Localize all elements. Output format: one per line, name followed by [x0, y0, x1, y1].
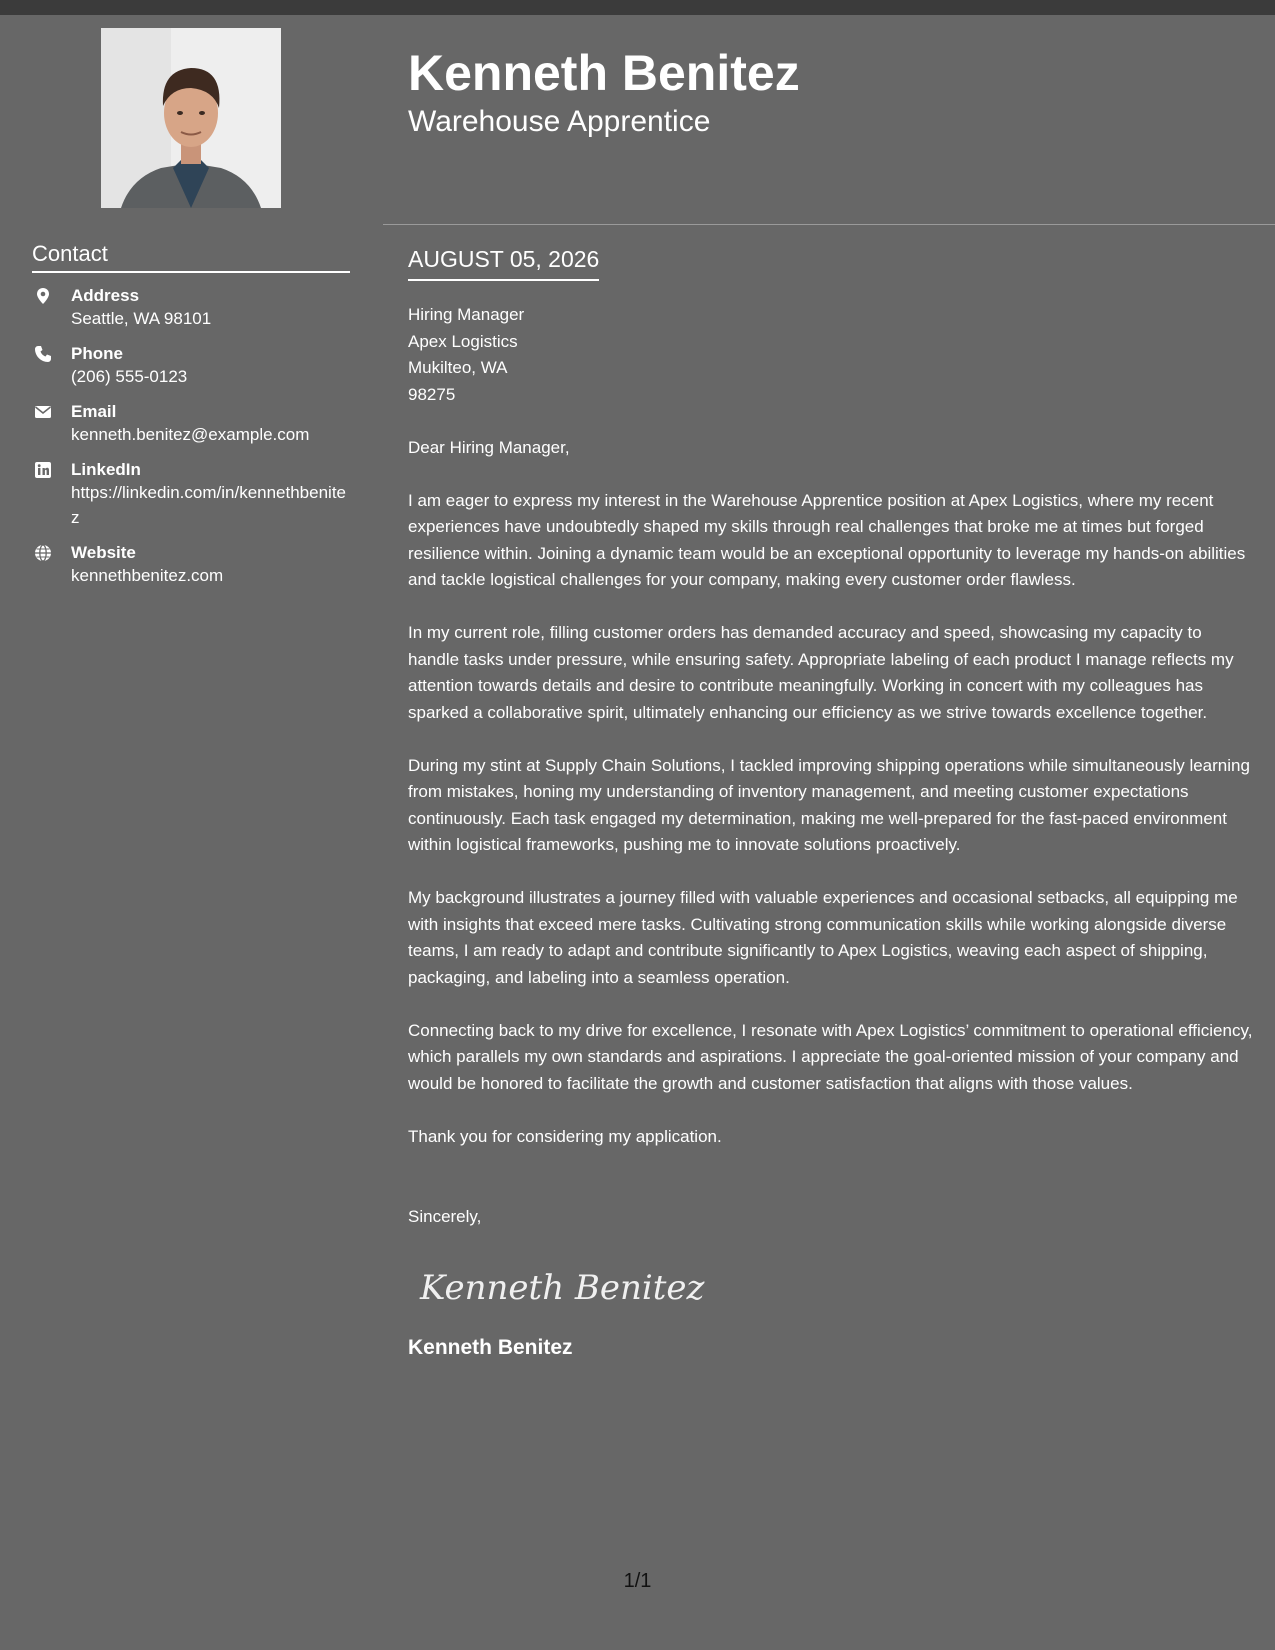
applicant-role: Warehouse Apprentice — [408, 105, 711, 138]
contact-phone-label: Phone — [71, 344, 123, 363]
contact-email-label: Email — [71, 402, 117, 421]
contact-website-label: Website — [71, 543, 136, 562]
salutation: Dear Hiring Manager, — [408, 437, 570, 457]
globe-icon — [34, 544, 52, 562]
letter-paragraph: My background illustrates a journey filled with valuable experiences and occasional setbacks, all equipping me with insights that exceed mere tasks. Cultivating strong communication skills while working alongside diverse teams, I am ready to adapt and contribute significantly to Apex Logistics, weaving each aspect of shipping, packaging, and labeling into a seamless operation. — [408, 888, 1238, 987]
contact-email-value[interactable]: kenneth.benitez@example.com — [71, 425, 310, 444]
signed-name: Kenneth Benitez — [408, 1336, 573, 1359]
letter-paragraph: During my stint at Supply Chain Solutions, I tackled improving shipping operations while simultaneously learning from mistakes, honing my understanding of inventory management, and meeting customer expectations continuously. Each task engaged my determination, making me well-prepared for the fast-paced environment within logistical frameworks, pushing me to innovate solutions proactively. — [408, 755, 1250, 854]
recipient-line: Mukilteo, WA — [408, 358, 508, 377]
contact-phone — [32, 343, 350, 389]
recipient-line: Apex Logistics — [408, 331, 518, 351]
map-pin-icon — [34, 287, 52, 305]
envelope-icon — [34, 403, 52, 421]
linkedin-icon — [34, 461, 52, 479]
person-avatar-icon — [101, 28, 281, 208]
contact-address-label: Address — [71, 286, 140, 305]
signature-text: Kenneth Benitez — [420, 1268, 705, 1308]
recipient-line: Hiring Manager — [408, 305, 525, 324]
contact-linkedin — [32, 459, 350, 530]
contact-list — [32, 285, 350, 600]
letter-paragraph: In my current role, filling customer orders has demanded accuracy and speed, showcasing my capacity to handle tasks under pressure, while ensuring safety. Appropriate labeling of each product I manage reflects my attention towards details and desire to contribute meaningfully. Working in concert with my colleagues has sparked a collaborative spirit, ultimately enhancing our efficiency as we strive towards excellence together. — [408, 623, 1234, 722]
letter-paragraph: I am eager to express my interest in the Warehouse Apprentice position at Apex Logistics, where my recent experiences have undoubtedly shaped my skills through real challenges that broke me at times but forged resilience within. Joining a dynamic team would be an exceptional opportunity to leverage my hands-on abilities and tackle logistical challenges for your company, making every customer order flawless. — [408, 490, 1246, 589]
page-number: 1/1 — [623, 1570, 652, 1592]
letter-date: AUGUST 05, 2026 — [408, 245, 599, 281]
contact-linkedin-value[interactable]: https://linkedin.com/in/kennethbenitez — [71, 483, 347, 527]
contact-address-value: Seattle, WA 98101 — [71, 309, 212, 328]
contact-website — [32, 542, 350, 588]
applicant-name: Kenneth Benitez — [408, 45, 800, 101]
handwritten-signature — [416, 1257, 705, 1317]
profile-photo — [101, 28, 281, 208]
header-divider — [383, 224, 1275, 225]
recipient-line: 98275 — [408, 384, 456, 404]
contact-section-title: Contact — [32, 241, 350, 273]
contact-address — [32, 285, 350, 331]
closing: Sincerely, — [408, 1207, 482, 1226]
contact-phone-value: (206) 555-0123 — [71, 367, 188, 386]
contact-linkedin-label: LinkedIn — [71, 460, 141, 479]
thanks-line: Thank you for considering my application. — [408, 1126, 722, 1146]
phone-icon — [34, 345, 52, 363]
top-bar — [0, 0, 1275, 15]
recipient-block — [408, 302, 1253, 408]
contact-website-value[interactable]: kennethbenitez.com — [71, 566, 224, 585]
letter-body — [408, 302, 1253, 1361]
letter-paragraph: Connecting back to my drive for excellence, I resonate with Apex Logistics’ commitment to operational efficiency, which parallels my own standards and aspirations. I appreciate the goal-oriented mission of your company and would be honored to facilitate the growth and customer satisfaction that aligns with those values. — [408, 1020, 1253, 1093]
contact-email — [32, 401, 350, 447]
